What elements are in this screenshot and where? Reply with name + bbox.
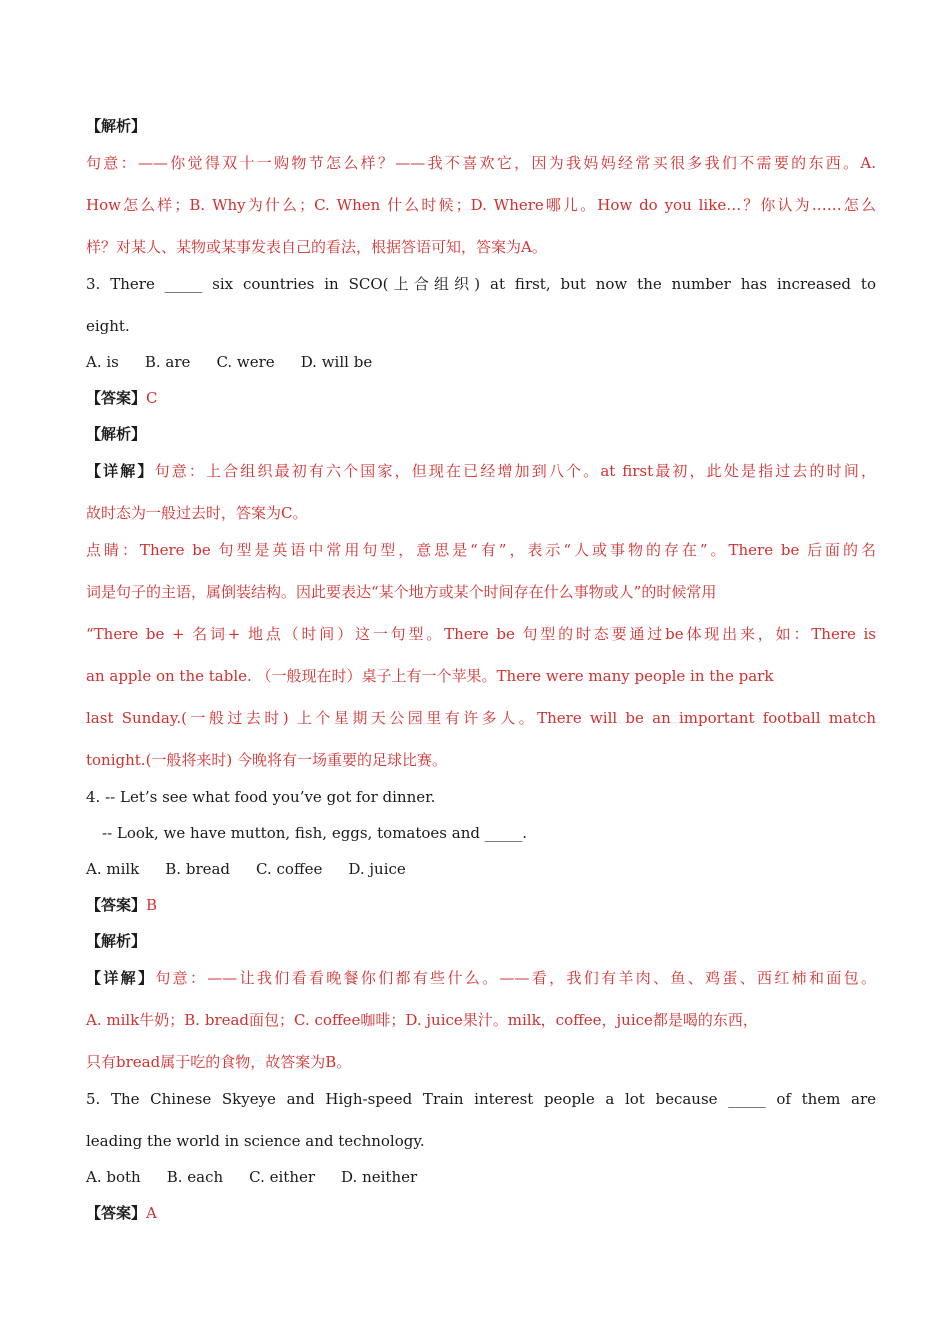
q5-answer-label: 【答案】 [86,1204,147,1222]
q4-answer-label: 【答案】 [86,896,147,914]
q3-detail-line-1 [86,461,876,481]
q3-analysis-label: 【解析】 [86,425,147,443]
q3-stem-line-2: eight. [86,317,130,335]
q3-options [86,352,876,372]
q5-option-a: A. both [86,1168,141,1186]
q3-option-d: D. will be [300,353,373,371]
q4-answer-value: B [146,896,158,914]
q5-option-c: C. either [249,1168,316,1186]
q5-option-d: D. neither [341,1168,418,1186]
q3-detail-label: 【详解】 [86,462,155,480]
q3-option-a: A. is [86,353,119,371]
q3-answer-value: C [146,389,158,407]
q4-option-a: A. milk [86,860,140,878]
q4-detail-line-1 [86,968,876,988]
q4-answer [86,895,876,915]
q3-stem-line-1: 3. There _____ six countries in SCO(上合组织) at first, but now the number has increased to [86,275,876,293]
q3-tip-line-3: “There be + 名词+ 地点（时间）这一句型。There be 句型的时态要通过be体现出来，如：There is [86,625,876,643]
q4-detail-text-1: 句意：——让我们看看晚餐你们都有些什么。——看，我们有羊肉、鱼、鸡蛋、西红柿和面包。 [155,969,876,987]
q3-option-c: C. were [216,353,275,371]
q4-option-d: D. juice [348,860,406,878]
q5-stem-line-2: leading the world in science and technology. [86,1132,425,1150]
q3-answer [86,388,876,408]
q3-tip-line-2: 词是句子的主语，属倒装结构。因此要表达“某个地方或某个时间存在什么事物或人”的时候常用 [86,583,717,601]
q4-stem-line-2: -- Look, we have mutton, fish, eggs, tomatoes and _____. [102,824,528,842]
q3-detail-line-2: 故时态为一般过去时，答案为C。 [86,504,308,522]
q4-analysis-label: 【解析】 [86,932,147,950]
q2-analysis-line-1: 句意：——你觉得双十一购物节怎么样？——我不喜欢它，因为我妈妈经常买很多我们不需要的东西。A. [86,154,876,172]
q5-answer-value: A [146,1204,157,1222]
q3-tip-line-4: an apple on the table. （一般现在时）桌子上有一个苹果。There were many people in the park [86,667,774,685]
q5-option-b: B. each [166,1168,224,1186]
q5-answer [86,1203,876,1223]
q4-detail-line-3: 只有bread属于吃的食物，故答案为B。 [86,1053,352,1071]
q5-options [86,1167,876,1187]
q4-stem-line-1: 4. -- Let’s see what food you’ve got for dinner. [86,788,436,806]
q4-options [86,859,876,879]
q3-answer-label: 【答案】 [86,389,147,407]
q3-detail-text-1: 句意：上合组织最初有六个国家，但现在已经增加到八个。at first最初，此处是指过去的时间， [154,462,876,480]
q2-analysis-label: 【解析】 [86,117,147,135]
q4-option-c: C. coffee [256,860,323,878]
q2-analysis-line-3: 样？对某人、某物或某事发表自己的看法，根据答语可知，答案为A。 [86,238,547,256]
q3-tip-line-5: last Sunday.(一般过去时) 上个星期天公园里有许多人。There will be an important football match [86,709,876,727]
q4-detail-label: 【详解】 [86,969,156,987]
q3-tip-line-6: tonight.(一般将来时) 今晚将有一场重要的足球比赛。 [86,751,448,769]
q5-stem-line-1: 5. The Chinese Skyeye and High-speed Train interest people a lot because _____ of them are [86,1090,876,1108]
q3-option-b: B. are [144,353,191,371]
q4-detail-line-2: A. milk牛奶；B. bread面包；C. coffee咖啡；D. juice果汁。milk，coffee，juice都是喝的东西， [86,1011,758,1029]
q3-tip-line-1: 点睛：There be 句型是英语中常用句型，意思是“有”，表示“人或事物的存在”。There be 后面的名 [86,541,876,559]
q2-analysis-line-2: How怎么样；B. Why为什么；C. When 什么时候；D. Where哪儿。How do you like…？你认为……怎么 [86,196,876,214]
q4-option-b: B. bread [165,860,231,878]
